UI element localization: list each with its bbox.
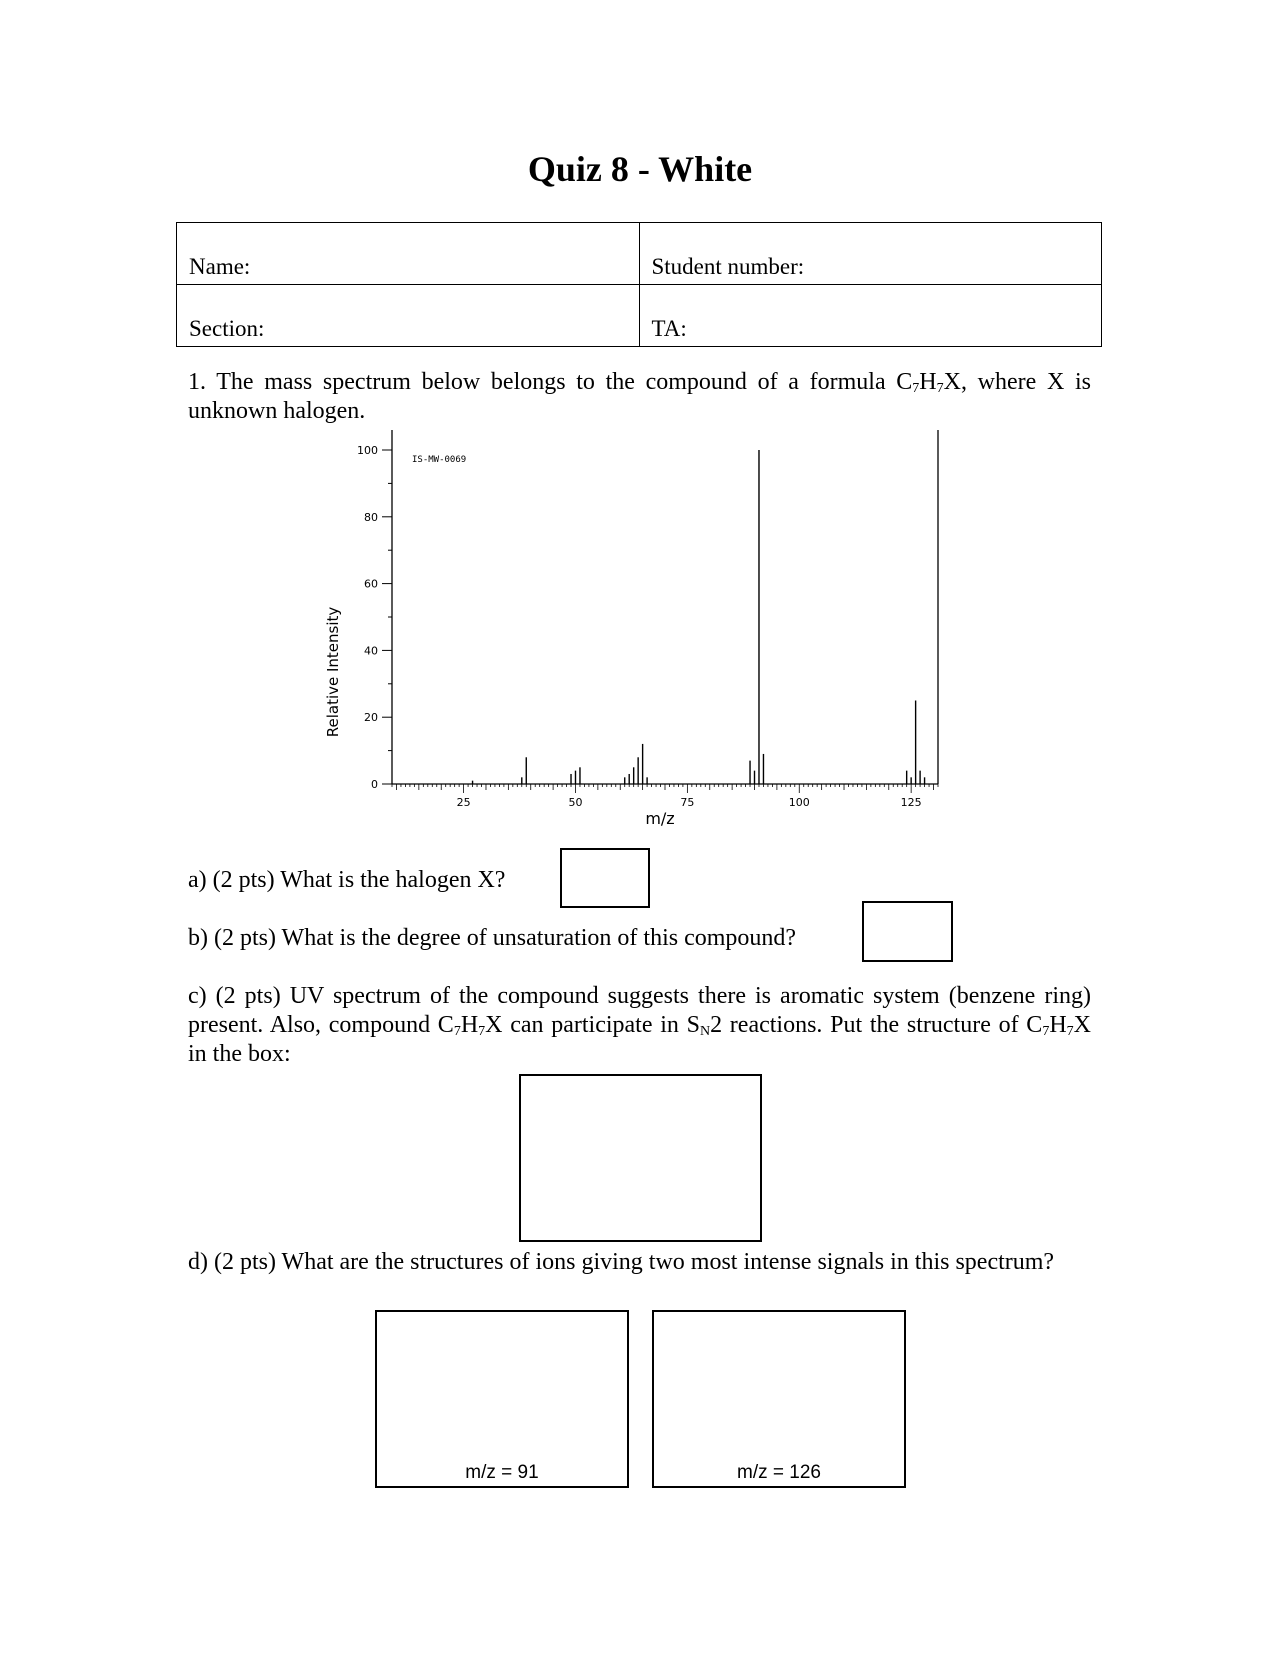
x-tick-label: 25 (456, 796, 471, 809)
name-cell[interactable] (177, 223, 640, 285)
ta-label: TA: (651, 316, 687, 341)
y-tick-label: 60 (364, 577, 378, 591)
y-tick-label: 0 (371, 778, 378, 791)
ta-cell[interactable] (639, 285, 1102, 347)
y-tick-label: 100 (357, 444, 378, 457)
question-b: b) (2 pts) What is the degree of unsaturation of this compound? (188, 925, 797, 951)
x-tick-label: 125 (900, 796, 922, 809)
section-cell[interactable] (177, 285, 640, 347)
structure-answer-box[interactable] (519, 1074, 762, 1242)
question-1-intro: 1. The mass spectrum below belongs to the compound of a formula $C_7H_7X$, where X is unknown halogen. (188, 369, 1091, 424)
ion-126-label: m/z = 126 (737, 1462, 821, 1483)
spectrum-id-annotation: IS-MW-0069 (412, 455, 467, 465)
student-number-label: Student number: (651, 254, 805, 279)
name-label: Name: (189, 254, 251, 279)
x-tick-label: 100 (788, 796, 810, 809)
y-tick-label: 40 (364, 644, 378, 658)
x-tick-label: 75 (680, 796, 695, 809)
ion-126-answer-box[interactable] (652, 1310, 906, 1488)
student-number-cell[interactable] (639, 223, 1102, 285)
student-info-table (176, 222, 1102, 347)
y-axis-label: Relative Intensity (324, 606, 342, 738)
quiz-title: Quiz 8 - White (527, 149, 753, 189)
mass-spectrum-chart (320, 428, 940, 838)
question-a: a) (2 pts) What is the halogen X? (188, 867, 506, 893)
section-label: Section: (189, 316, 265, 341)
answer-box-a[interactable] (560, 848, 650, 908)
question-d: d) (2 pts) What are the structures of ions giving two most intense signals in this spectrum? (188, 1249, 1055, 1275)
ion-91-answer-box[interactable] (375, 1310, 629, 1488)
question-c: c) (2 pts) UV spectrum of the compound suggests there is aromatic system (benzene ring) present. Also, compound $C_7H_7X$ can participate in $S_N2$ reactions. Put the structure of $C_7H_7X$ in the box: (188, 983, 1091, 1067)
ion-91-label: m/z = 91 (465, 1462, 539, 1483)
y-tick-label: 20 (364, 711, 378, 725)
answer-box-b[interactable] (862, 901, 953, 962)
x-tick-label: 50 (568, 796, 583, 809)
y-tick-label: 80 (364, 510, 378, 524)
x-axis-label: m/z (645, 809, 675, 828)
